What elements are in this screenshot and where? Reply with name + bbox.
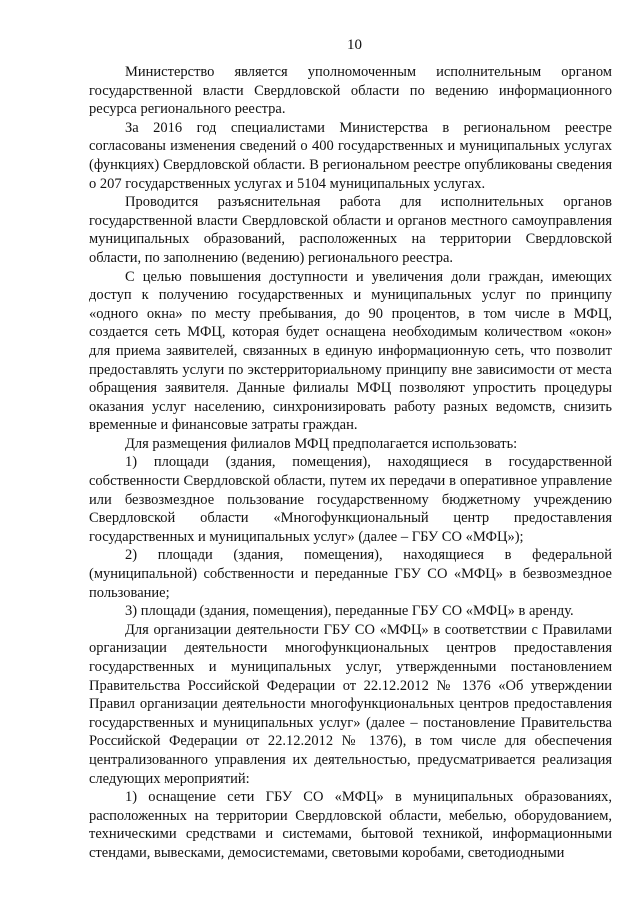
- page-number: 10: [347, 37, 362, 53]
- list-item-measures-1: 1) оснащение сети ГБУ СО «МФЦ» в муниципальных образованиях, расположенных на территории Свердловской области, мебелью, оборудованием, техническими средствами и системами, бытовой техникой, информационными стендами, вывесками, демосистемами, световыми коробами, светодиодными: [89, 789, 612, 861]
- list-item-premises-1: 1) площади (здания, помещения), находящиеся в государственной собственности Свердловской области, путем их передачи в оперативное управление или безвозмездное пользование государственному бюджетному учреждению Свердловской области «Многофункциональный центр предоставления государственных и муниципальных услуг» (далее – ГБУ СО «МФЦ»);: [89, 454, 612, 545]
- paragraph-ministry-role: Министерство является уполномоченным исполнительным органом государственной власти Свердловской области по ведению информационного ресурса регионального реестра.: [89, 64, 612, 118]
- paragraph-explanatory-work: Проводится разъяснительная работа для исполнительных органов государственной власти Свердловской области и органов местного самоуправления муниципальных образований, расположенных на территории Свердловской области, по заполнению (ведению) регионального реестра.: [89, 194, 612, 266]
- paragraph-mfc-network: С целью повышения доступности и увеличения доли граждан, имеющих доступ к получению государственных и муниципальных услуг по принципу «одного окна» по месту пребывания, до 90 процентов, в том числе в МФЦ, создается сеть МФЦ, которая будет оснащена необходимым количеством «окон» для приема заявителей, связанных в единую информационную сеть, что позволит предоставлять услуги по экстерриториальному принципу вне зависимости от места обращения заявителя. Данные филиалы МФЦ позволяют упростить процедуры оказания услуг населению, синхронизировать работу разных ведомств, снизить временные и финансовые затраты граждан.: [89, 268, 612, 434]
- document-page: [89, 36, 612, 863]
- paragraph-2016-results: За 2016 год специалистами Министерства в региональном реестре согласованы изменения сведений о 400 государственных и муниципальных услугах (функциях) Свердловской области. В региональном реестре опубликованы сведения о 207 государственных услугах и 5104 муниципальных услугах.: [89, 119, 612, 192]
- list-item-premises-3: 3) площади (здания, помещения), переданные ГБУ СО «МФЦ» в аренду.: [125, 603, 574, 620]
- list-item-premises-2: 2) площади (здания, помещения), находящиеся в федеральной (муниципальной) собственности и переданные ГБУ СО «МФЦ» в безвозмездное пользование;: [89, 547, 612, 601]
- paragraph-mfc-organization: Для организации деятельности ГБУ СО «МФЦ» в соответствии с Правилами организации деятельности многофункциональных центров предоставления государственных и муниципальных услуг, утвержденными постановлением Правительства Российской Федерации от 22.12.2012 № 1376 «Об утверждении Правил организации деятельности многофункциональных центров предоставления государственных и муниципальных услуг» (далее – постановление Правительства Российской Федерации от 22.12.2012 № 1376), в том числе для обеспечения централизованного управления их деятельностью, предусматривается реализация следующих мероприятий:: [89, 621, 612, 787]
- paragraph-mfc-premises-intro: Для размещения филиалов МФЦ предполагается использовать:: [125, 435, 518, 452]
